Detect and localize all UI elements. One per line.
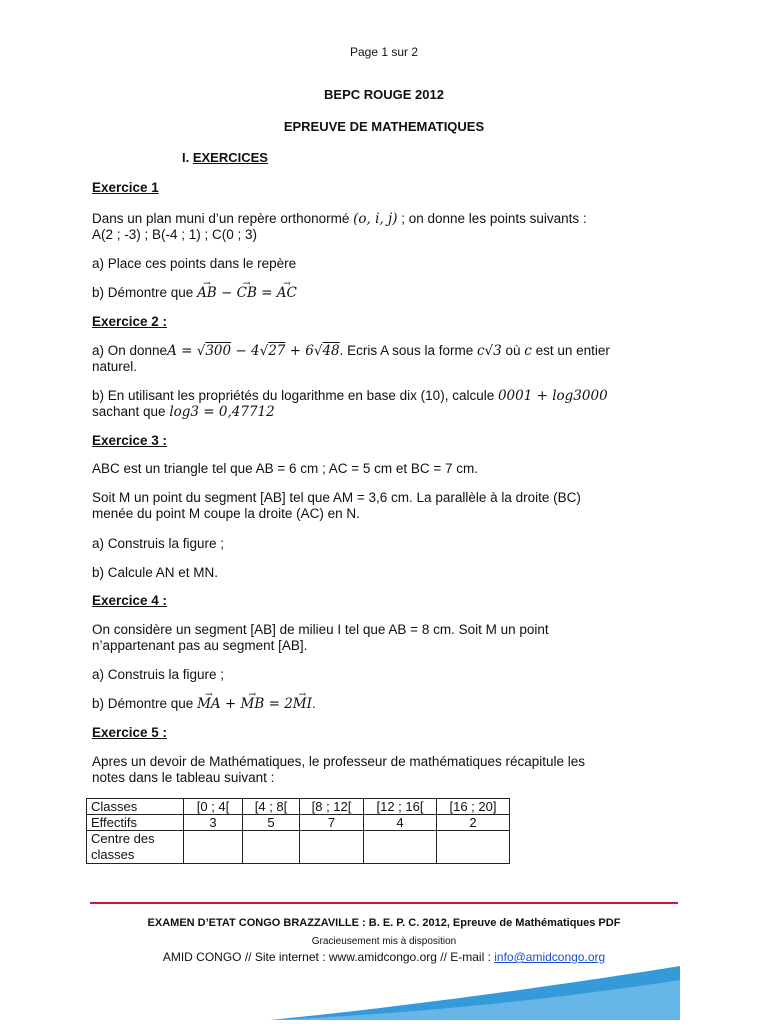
ex1-text-2: ; on donne les points suivants : <box>397 211 587 226</box>
table-cell-empty <box>437 831 510 864</box>
table-row <box>87 799 510 815</box>
exercise-3-title: Exercice 3 : <box>92 433 168 448</box>
table-cell-empty <box>184 831 243 864</box>
ex5-text: Apres un devoir de Mathématiques, le professeur de mathématiques récapitule les <box>92 754 586 769</box>
table-cell-empty <box>364 831 437 864</box>
subject-title: EPREUVE DE MATHEMATIQUES <box>283 119 485 134</box>
radicand-48: 48 <box>322 343 340 359</box>
table-cell: 5 <box>243 815 300 831</box>
plus-sign: + <box>220 696 241 712</box>
ex3-text: Soit M un point du segment [AB] tel que AM = 3,6 cm. La parallèle à la droite (BC) <box>92 490 581 505</box>
exercise-2-title: Exercice 2 : <box>92 314 168 329</box>
exercise-5-statement <box>92 754 682 786</box>
form-c-sqrt3: c√3 <box>476 343 502 359</box>
vector-AB: → AB <box>197 285 217 301</box>
expression-A <box>167 343 340 359</box>
var-c: c <box>524 343 532 359</box>
exercise-4-statement <box>92 622 682 654</box>
grades-table <box>86 798 510 864</box>
radicand-27: 27 <box>268 343 286 359</box>
vector-MI: → MI <box>293 696 312 712</box>
cell-text: classes <box>91 847 135 862</box>
ex2-a-prefix: a) On donne <box>92 343 168 358</box>
table-cell: [4 ; 8[ <box>243 799 300 815</box>
section-label: EXERCICES <box>192 150 268 165</box>
section-heading <box>182 150 268 165</box>
vector-MA: → MA <box>197 696 221 712</box>
ex5-text: notes dans le tableau suivant : <box>92 770 275 785</box>
table-cell: 2 <box>437 815 510 831</box>
ex4-b-prefix: b) Démontre que <box>92 696 198 711</box>
exercise-4-question-a: a) Construis la figure ; <box>92 667 225 682</box>
ex4-text: n’appartenant pas au segment [AB]. <box>92 638 308 653</box>
table-cell: 7 <box>300 815 364 831</box>
table-cell-empty <box>300 831 364 864</box>
cell-text: Centre des <box>91 831 155 846</box>
footer-wave-decoration <box>270 960 690 1020</box>
email-link[interactable]: info@amidcongo.org <box>494 950 606 964</box>
ex1-text: Dans un plan muni d’un repère orthonormé <box>92 211 354 226</box>
exercise-3-question-b: b) Calcule AN et MN. <box>92 565 219 580</box>
ex2-text: naturel. <box>92 359 138 374</box>
table-cell: 4 <box>364 815 437 831</box>
exercise-3-statement-2 <box>92 490 682 522</box>
expr-part: − 4√ <box>231 343 269 359</box>
exercise-1-title: Exercice 1 <box>92 180 159 195</box>
expr-part: + 6√ <box>285 343 323 359</box>
table-cell: 3 <box>184 815 243 831</box>
ex2-b-text: b) En utilisant les propriétés du logarithme en base dix (10), calcule <box>92 388 498 403</box>
footer-subtitle: Gracieusement mis à disposition <box>311 936 457 947</box>
log-expression: 0001 + log3000 <box>497 388 608 404</box>
equals-sign: = 2 <box>264 696 293 712</box>
footer-divider <box>90 902 678 904</box>
exercise-2-question-a <box>92 343 682 375</box>
ex2-text: est un entier <box>531 343 610 358</box>
exercise-3-question-a: a) Construis la figure ; <box>92 536 225 551</box>
table-cell-empty <box>243 831 300 864</box>
exercise-5-title: Exercice 5 : <box>92 725 168 740</box>
ex2-b-text: sachant que <box>92 404 170 419</box>
vector-AC: → AC <box>277 285 297 301</box>
table-cell: Effectifs <box>87 815 184 831</box>
exercise-1-statement <box>92 211 682 243</box>
log3-value: log3 = 0,47712 <box>169 404 275 420</box>
table-cell: [8 ; 12[ <box>300 799 364 815</box>
exercise-1-question-a: a) Place ces points dans le repère <box>92 256 297 271</box>
ex2-text: . Ecris A sous la forme <box>339 343 477 358</box>
exam-title: BEPC ROUGE 2012 <box>324 87 444 102</box>
exercise-4-question-b <box>92 696 682 712</box>
page-number: Page 1 sur 2 <box>349 45 419 59</box>
table-cell: [16 ; 20] <box>437 799 510 815</box>
exercise-2-question-b <box>92 388 682 420</box>
frame-notation: (o, i, j) <box>353 211 398 227</box>
ex4-text: On considère un segment [AB] de milieu I tel que AB = 8 cm. Soit M un point <box>92 622 549 637</box>
table-row <box>87 815 510 831</box>
footer-title: EXAMEN D’ETAT CONGO BRAZZAVILLE : B. E. P. C. 2012, Epreuve de Mathématiques PDF <box>147 917 621 929</box>
exercise-4-title: Exercice 4 : <box>92 593 168 608</box>
vector-CB: → CB <box>237 285 257 301</box>
footer-site-text: AMID CONGO // Site internet : www.amidcongo.org // E-mail : <box>162 950 495 964</box>
exercise-1-question-b <box>92 285 682 301</box>
minus-sign: − <box>216 285 237 301</box>
period: . <box>311 696 316 711</box>
ex1-b-prefix: b) Démontre que <box>92 285 198 300</box>
section-number: I. <box>182 150 193 165</box>
exercise-3-statement: ABC est un triangle tel que AB = 6 cm ; AC = 5 cm et BC = 7 cm. <box>92 461 479 476</box>
vector-MB: → MB <box>241 696 265 712</box>
ex1-points: A(2 ; -3) ; B(-4 ; 1) ; C(0 ; 3) <box>92 227 258 242</box>
radicand-300: 300 <box>205 343 232 359</box>
table-cell <box>87 831 184 864</box>
table-cell: [12 ; 16[ <box>364 799 437 815</box>
ex2-text: où <box>501 343 525 358</box>
expr-part: A = √ <box>167 343 206 359</box>
table-cell: Classes <box>87 799 184 815</box>
equals-sign: = <box>256 285 277 301</box>
table-cell: [0 ; 4[ <box>184 799 243 815</box>
table-row <box>87 831 510 864</box>
ex3-text: menée du point M coupe la droite (AC) en N. <box>92 506 360 521</box>
